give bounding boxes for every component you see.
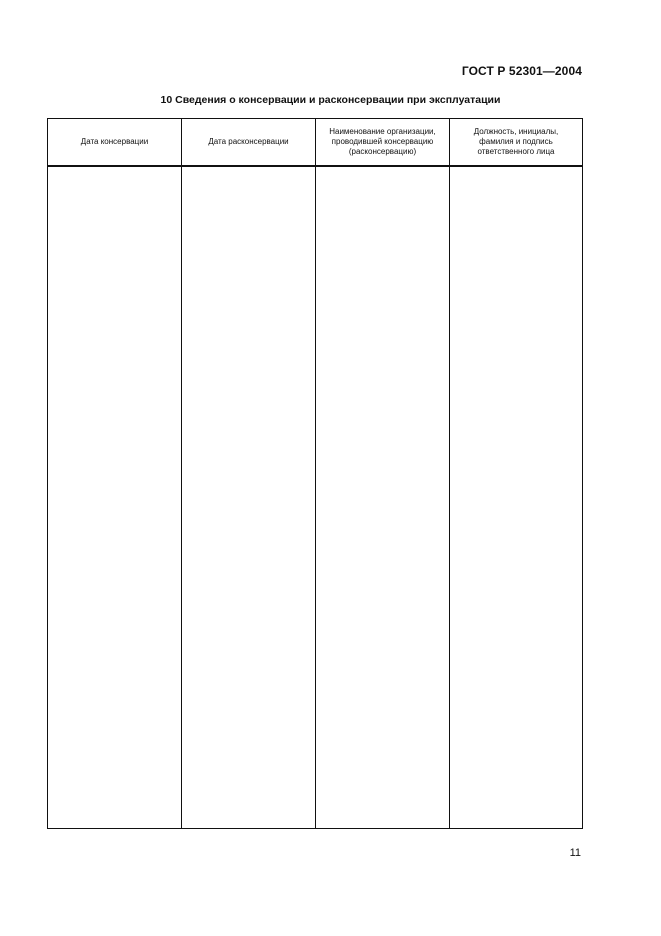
document-code: ГОСТ Р 52301—2004 (461, 64, 582, 78)
section-title: 10 Сведения о консервации и расконсервации при эксплуатации (160, 94, 501, 106)
column-header-responsible-person: Должность, инициалы, фамилия и подпись ответственного лица (450, 119, 582, 167)
column-header-organization-name: Наименование организации, проводившей консервацию (расконсервацию) (316, 119, 450, 167)
column-header-reconservation-date: Дата расконсервации (182, 119, 316, 167)
conservation-records-table (47, 118, 583, 829)
table-cell-organization-name[interactable] (316, 167, 450, 828)
table-cell-responsible-person[interactable] (450, 167, 582, 828)
column-header-conservation-date: Дата консервации (48, 119, 182, 167)
page-number: 11 (569, 847, 581, 859)
table-cell-conservation-date[interactable] (48, 167, 182, 828)
table-cell-reconservation-date[interactable] (182, 167, 316, 828)
